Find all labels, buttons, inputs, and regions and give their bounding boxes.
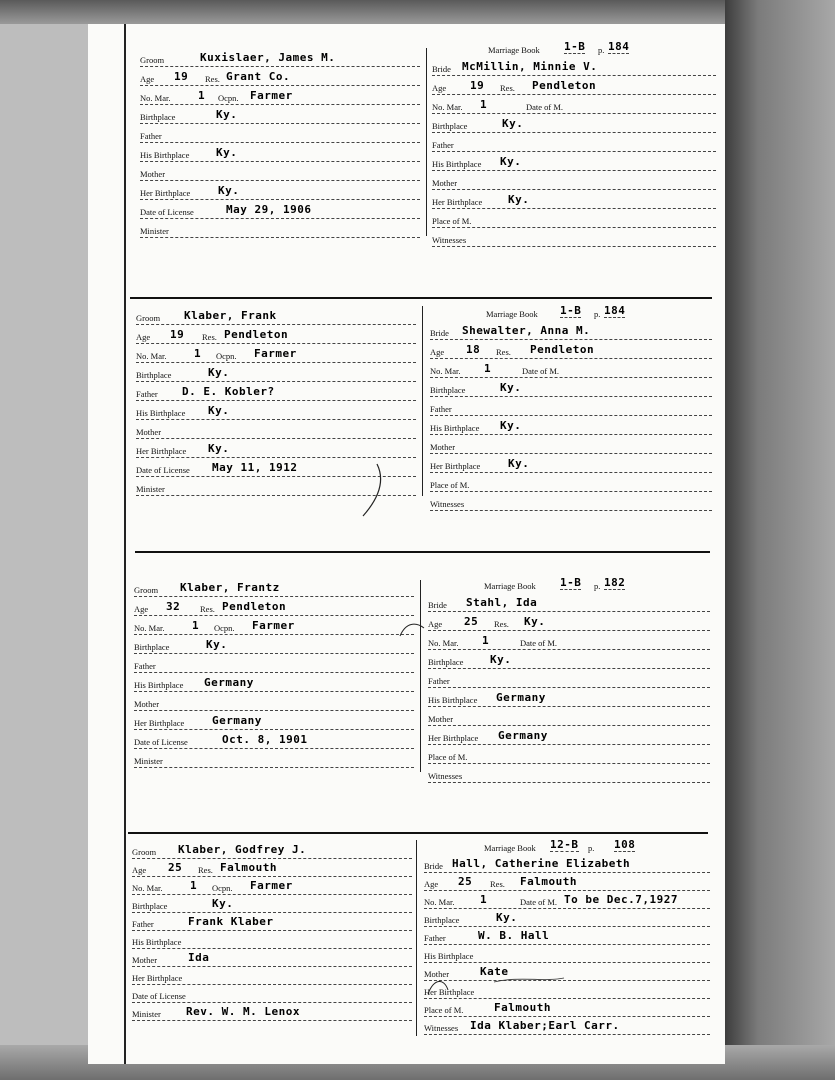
place-of-m-field: Place of M. Falmouth xyxy=(424,1002,710,1017)
bride-age: 18 xyxy=(466,343,481,356)
no-mar-field: No. Mar. 1 Ocpn. Farmer xyxy=(140,90,420,105)
witnesses-field: Witnesses xyxy=(432,232,716,247)
groom-res: Pendleton xyxy=(224,328,289,341)
no-mar-field: No. Mar. 1 Date of M. To be Dec.7,1927 xyxy=(424,894,710,909)
his-birthplace-field: His Birthplace xyxy=(132,934,412,949)
his-birthplace-field: His Birthplace Germany xyxy=(428,692,710,707)
page-margin-rule xyxy=(124,24,126,1064)
column-divider xyxy=(426,48,427,236)
groom-her-birthplace: Ky. xyxy=(218,184,240,197)
groom-ocpn: Farmer xyxy=(250,89,293,102)
groom-birthplace: Ky. xyxy=(216,108,238,121)
column-divider xyxy=(416,840,417,1036)
bride-no-mar: 1 xyxy=(482,634,490,647)
groom-field: Groom Klaber, Frank xyxy=(136,310,416,325)
groom-father: Frank Klaber xyxy=(188,915,274,928)
father-field: Father xyxy=(432,137,716,152)
birthplace-field: Birthplace Ky. xyxy=(428,654,710,669)
groom-name: Klaber, Godfrey J. xyxy=(178,843,307,856)
her-birthplace-field: Her Birthplace xyxy=(424,984,710,999)
license-field: Date of License xyxy=(132,988,412,1003)
book-number: 1-B xyxy=(560,576,582,589)
her-birthplace-field: Her Birthplace Germany xyxy=(134,715,414,730)
groom-father: D. E. Kobler? xyxy=(182,385,275,398)
page-number: 108 xyxy=(614,838,636,851)
groom-no-mar: 1 xyxy=(194,347,202,360)
bride-age: 25 xyxy=(464,615,479,628)
groom-his-birthplace: Ky. xyxy=(216,146,238,159)
her-birthplace-field: Her Birthplace xyxy=(132,970,412,985)
father-field: Father xyxy=(140,128,420,143)
mother-field: Mother xyxy=(432,175,716,190)
groom-her-birthplace: Ky. xyxy=(208,442,230,455)
father-field: Father xyxy=(430,401,712,416)
birthplace-field: Birthplace Ky. xyxy=(424,912,710,927)
no-mar-field: No. Mar. 1 Date of M. xyxy=(432,99,716,114)
father-field: Father D. E. Kobler? xyxy=(136,386,416,401)
record-separator xyxy=(130,297,712,299)
bride-res: Falmouth xyxy=(520,875,577,888)
bride-age: 25 xyxy=(458,875,473,888)
groom-birthplace: Ky. xyxy=(206,638,228,651)
mother-field: Mother xyxy=(140,166,420,181)
groom-age: 25 xyxy=(168,861,183,874)
no-mar-field: No. Mar. 1 Ocpn. Farmer xyxy=(136,348,416,363)
bride-date-of-m: To be Dec.7,1927 xyxy=(564,893,678,906)
mother-field: Mother xyxy=(430,439,712,454)
groom-no-mar: 1 xyxy=(198,89,206,102)
record-separator xyxy=(128,832,708,834)
bride-his-birthplace: Ky. xyxy=(500,155,522,168)
groom-field: Groom Klaber, Frantz xyxy=(134,582,414,597)
bride-his-birthplace: Ky. xyxy=(500,419,522,432)
minister-field: Minister Rev. W. M. Lenox xyxy=(132,1006,412,1021)
bride-her-birthplace: Ky. xyxy=(508,193,530,206)
age-res-field: Age 19 Res. Pendleton xyxy=(136,329,416,344)
place-of-m-field: Place of M. xyxy=(432,213,716,228)
father-field: Father xyxy=(428,673,710,688)
age-res-field: Age 25 Res. Ky. xyxy=(428,616,710,631)
groom-field: Groom Kuxislaer, James M. xyxy=(140,52,420,67)
groom-minister: Rev. W. M. Lenox xyxy=(186,1005,300,1018)
her-birthplace-field: Her Birthplace Ky. xyxy=(432,194,716,209)
bride-birthplace: Ky. xyxy=(490,653,512,666)
bride-her-birthplace: Ky. xyxy=(508,457,530,470)
no-mar-field: No. Mar. 1 Ocpn. Farmer xyxy=(134,620,414,635)
her-birthplace-field: Her Birthplace Germany xyxy=(428,730,710,745)
bride-no-mar: 1 xyxy=(480,893,488,906)
age-res-field: Age 18 Res. Pendleton xyxy=(430,344,712,359)
page-number: 182 xyxy=(604,576,626,589)
pen-mark xyxy=(398,620,428,640)
book-number: 1-B xyxy=(560,304,582,317)
license-field: Date of License Oct. 8, 1901 xyxy=(134,734,414,749)
groom-his-birthplace: Germany xyxy=(204,676,254,689)
bride-place-of-m: Falmouth xyxy=(494,1001,551,1014)
bride-name: McMillin, Minnie V. xyxy=(462,60,598,73)
birthplace-field: Birthplace Ky. xyxy=(430,382,712,397)
place-of-m-field: Place of M. xyxy=(430,477,712,492)
his-birthplace-field: His Birthplace xyxy=(424,948,710,963)
witnesses-field: Witnesses xyxy=(428,768,710,783)
pen-mark xyxy=(424,972,574,998)
groom-age: 32 xyxy=(166,600,181,613)
minister-field: Minister xyxy=(134,753,414,768)
no-mar-field: No. Mar. 1 Ocpn. Farmer xyxy=(132,880,412,895)
bride-name: Hall, Catherine Elizabeth xyxy=(452,857,631,870)
column-divider xyxy=(422,306,423,496)
groom-her-birthplace: Germany xyxy=(212,714,262,727)
place-of-m-field: Place of M. xyxy=(428,749,710,764)
mother-field: Mother xyxy=(136,424,416,439)
scan-edge-right xyxy=(725,0,835,1080)
his-birthplace-field: His Birthplace Ky. xyxy=(430,420,712,435)
marriage-book-line: Marriage Book 1-B p. 182 xyxy=(484,576,626,591)
groom-ocpn: Farmer xyxy=(254,347,297,360)
bride-birthplace: Ky. xyxy=(502,117,524,130)
birthplace-field: Birthplace Ky. xyxy=(432,118,716,133)
bride-witnesses: Ida Klaber;Earl Carr. xyxy=(470,1019,620,1032)
mother-field: Mother xyxy=(134,696,414,711)
bride-field: Bride McMillin, Minnie V. xyxy=(432,61,716,76)
groom-license-date: Oct. 8, 1901 xyxy=(222,733,308,746)
age-res-field: Age 19 Res. Grant Co. xyxy=(140,71,420,86)
mother-field: Mother Kate xyxy=(424,966,710,981)
his-birthplace-field: His Birthplace Ky. xyxy=(136,405,416,420)
minister-field: Minister xyxy=(140,223,420,238)
groom-res: Grant Co. xyxy=(226,70,291,83)
bride-birthplace: Ky. xyxy=(500,381,522,394)
bride-res: Pendleton xyxy=(532,79,597,92)
groom-license-date: May 29, 1906 xyxy=(226,203,312,216)
groom-ocpn: Farmer xyxy=(250,879,293,892)
groom-name: Kuxislaer, James M. xyxy=(200,51,336,64)
age-res-field: Age 19 Res. Pendleton xyxy=(432,80,716,95)
his-birthplace-field: His Birthplace Germany xyxy=(134,677,414,692)
book-number: 1-B xyxy=(564,40,586,53)
groom-mother: Ida xyxy=(188,951,210,964)
bride-res: Ky. xyxy=(524,615,546,628)
birthplace-field: Birthplace Ky. xyxy=(140,109,420,124)
groom-name: Klaber, Frantz xyxy=(180,581,280,594)
groom-birthplace: Ky. xyxy=(208,366,230,379)
license-field: Date of License May 11, 1912 xyxy=(136,462,416,477)
bride-name: Stahl, Ida xyxy=(466,596,538,609)
witnesses-field: Witnesses Ida Klaber;Earl Carr. xyxy=(424,1020,710,1035)
bride-res: Pendleton xyxy=(530,343,595,356)
groom-his-birthplace: Ky. xyxy=(208,404,230,417)
his-birthplace-field: His Birthplace Ky. xyxy=(140,147,420,162)
groom-no-mar: 1 xyxy=(190,879,198,892)
bride-name: Shewalter, Anna M. xyxy=(462,324,591,337)
her-birthplace-field: Her Birthplace Ky. xyxy=(430,458,712,473)
bride-age: 19 xyxy=(470,79,485,92)
her-birthplace-field: Her Birthplace Ky. xyxy=(136,443,416,458)
pen-mark xyxy=(355,460,385,520)
page-number: 184 xyxy=(604,304,626,317)
father-field: Father Frank Klaber xyxy=(132,916,412,931)
birthplace-field: Birthplace Ky. xyxy=(132,898,412,913)
father-field: Father xyxy=(134,658,414,673)
book-number: 12-B xyxy=(550,838,579,851)
marriage-book-line: Marriage Book 1-B p. 184 xyxy=(488,40,630,55)
age-res-field: Age 32 Res. Pendleton xyxy=(134,601,414,616)
bride-his-birthplace: Germany xyxy=(496,691,546,704)
mother-field: Mother xyxy=(428,711,710,726)
scan-edge-top xyxy=(0,0,835,24)
record-separator xyxy=(135,551,710,553)
witnesses-field: Witnesses xyxy=(430,496,712,511)
mother-field: Mother Ida xyxy=(132,952,412,967)
bride-no-mar: 1 xyxy=(484,362,492,375)
groom-birthplace: Ky. xyxy=(212,897,234,910)
minister-field: Minister xyxy=(136,481,416,496)
bride-field: Bride Stahl, Ida xyxy=(428,597,710,612)
her-birthplace-field: Her Birthplace Ky. xyxy=(140,185,420,200)
age-res-field: Age 25 Res. Falmouth xyxy=(132,862,412,877)
license-field: Date of License May 29, 1906 xyxy=(140,204,420,219)
bride-field: Bride Shewalter, Anna M. xyxy=(430,325,712,340)
marriage-book-line: Marriage Book 1-B p. 184 xyxy=(486,304,626,319)
groom-license-date: May 11, 1912 xyxy=(212,461,298,474)
column-divider xyxy=(420,580,421,772)
bride-mother: Kate xyxy=(480,965,509,978)
bride-field: Bride Hall, Catherine Elizabeth xyxy=(424,858,710,873)
father-field: Father W. B. Hall xyxy=(424,930,710,945)
page-number: 184 xyxy=(608,40,630,53)
bride-her-birthplace: Germany xyxy=(498,729,548,742)
groom-res: Pendleton xyxy=(222,600,287,613)
groom-res: Falmouth xyxy=(220,861,277,874)
groom-field: Groom Klaber, Godfrey J. xyxy=(132,844,412,859)
groom-ocpn: Farmer xyxy=(252,619,295,632)
his-birthplace-field: His Birthplace Ky. xyxy=(432,156,716,171)
groom-age: 19 xyxy=(174,70,189,83)
marriage-book-line: Marriage Book 12-B p. 108 xyxy=(484,838,636,853)
birthplace-field: Birthplace Ky. xyxy=(136,367,416,382)
no-mar-field: No. Mar. 1 Date of M. xyxy=(428,635,710,650)
groom-name: Klaber, Frank xyxy=(184,309,277,322)
groom-age: 19 xyxy=(170,328,185,341)
birthplace-field: Birthplace Ky. xyxy=(134,639,414,654)
bride-birthplace: Ky. xyxy=(496,911,518,924)
groom-no-mar: 1 xyxy=(192,619,200,632)
age-res-field: Age 25 Res. Falmouth xyxy=(424,876,710,891)
bride-no-mar: 1 xyxy=(480,98,488,111)
bride-father: W. B. Hall xyxy=(478,929,550,942)
no-mar-field: No. Mar. 1 Date of M. xyxy=(430,363,712,378)
